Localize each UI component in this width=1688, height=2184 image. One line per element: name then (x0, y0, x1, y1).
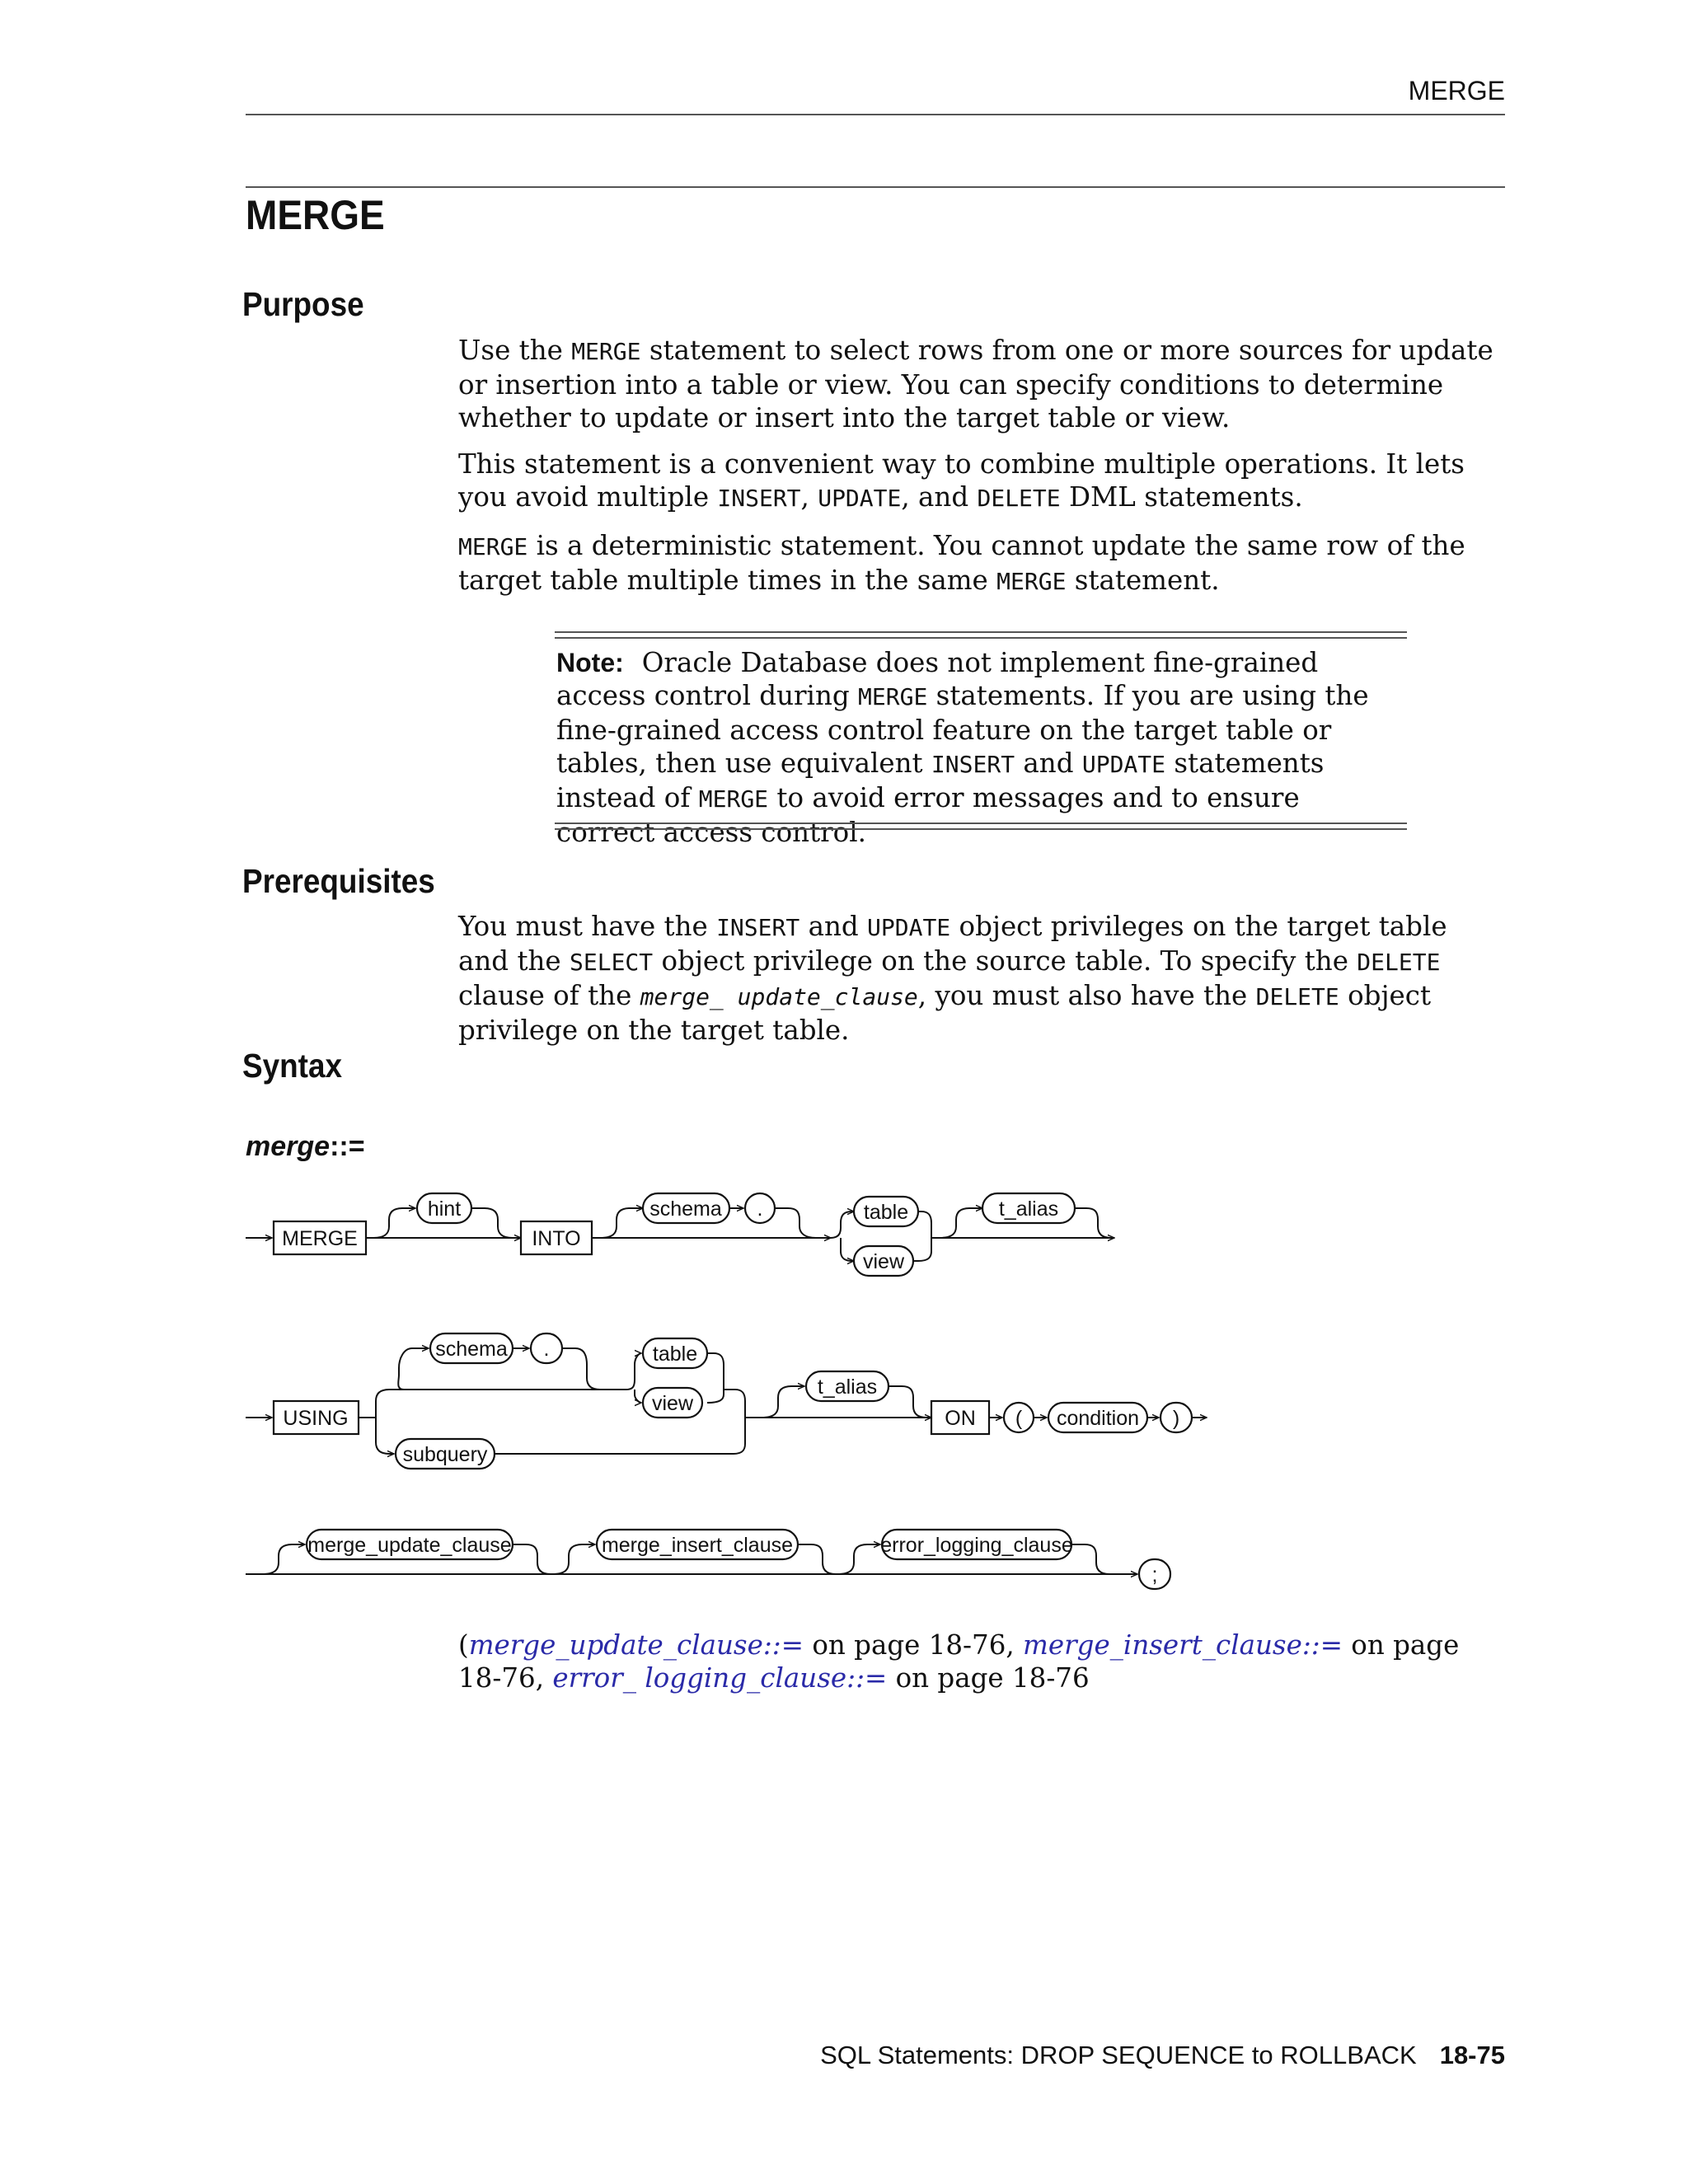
term-view-label: view (862, 1250, 905, 1273)
note-label: Note: (556, 648, 624, 677)
running-footer (246, 2041, 1505, 2070)
term-table-label: table (863, 1201, 909, 1224)
syntax-heading: Syntax (242, 1047, 343, 1085)
keyword-merge: MERGE (282, 1227, 358, 1250)
purpose-paragraph-1: Use the MERGE statement to select rows from one or more sources for update or insertion into a table or view. You can specify conditions to determine whether to update or insert into the target table or view. (458, 335, 1493, 434)
syntax-rule-label: merge::= (246, 1131, 365, 1162)
footer-book-title: SQL Statements: DROP SEQUENCE to ROLLBACK (820, 2041, 1417, 2069)
footer-page-number: 18-75 (1439, 2041, 1505, 2069)
term-error-logging-clause-label: error_logging_clause (880, 1534, 1073, 1557)
term-dot-2-label: . (543, 1338, 550, 1361)
term-hint-label: hint (427, 1197, 462, 1221)
term-schema-2-label: schema (435, 1338, 508, 1361)
term-dot-label: . (757, 1197, 763, 1221)
note-box: Note: Oracle Database does not implement fine-grained access control during MERGE statements. If you are using the fine-grained access control feature on the target table or tables, then use equivalent INSERT and UPDATE statements instead of MERGE to avoid error messages and to ensure correct access control. (556, 647, 1369, 848)
page-title: MERGE (246, 192, 385, 238)
purpose-paragraph-3: MERGE is a deterministic statement. You cannot update the same row of the target table multiple times in the same MERGE statement. (458, 530, 1465, 596)
syntax-cross-references: (merge_update_clause::= on page 18-76, merge_insert_clause::= on page 18-76, error_ logging_clause::= on page 18-76 (458, 1629, 1460, 1694)
link-merge-update-clause[interactable]: merge_update_clause::= (468, 1629, 804, 1661)
keyword-on: ON (945, 1407, 976, 1430)
keyword-using: USING (283, 1407, 349, 1430)
term-condition-label: condition (1056, 1407, 1140, 1430)
purpose-heading: Purpose (242, 285, 364, 323)
term-subquery-label: subquery (402, 1443, 488, 1466)
keyword-into: INTO (532, 1227, 581, 1250)
term-merge-insert-clause-label: merge_insert_clause (601, 1534, 794, 1557)
prerequisites-paragraph: You must have the INSERT and UPDATE object privileges on the target table and the SELECT object privilege on the source table. To specify the DELETE clause of the merge_ update_clause, you must also have the DELETE object privilege on the target table. (458, 911, 1447, 1046)
term-lparen-label: ( (1015, 1407, 1023, 1430)
link-merge-insert-clause[interactable]: merge_insert_clause::= (1023, 1629, 1343, 1661)
term-table-2-label: table (652, 1343, 698, 1366)
term-t-alias-2-label: t_alias (817, 1376, 878, 1399)
purpose-paragraph-2: This statement is a convenient way to combine multiple operations. It lets you avoid multiple INSERT, UPDATE, and DELETE DML statements. (458, 448, 1465, 513)
term-t-alias-label: t_alias (998, 1197, 1059, 1221)
term-view-2-label: view (651, 1392, 694, 1415)
term-rparen-label: ) (1172, 1407, 1180, 1430)
term-schema-label: schema (649, 1197, 722, 1221)
prerequisites-heading: Prerequisites (242, 862, 435, 900)
term-semicolon-label: ; (1151, 1563, 1158, 1586)
link-error-logging-clause[interactable]: error_ logging_clause::= (552, 1662, 888, 1694)
term-merge-update-clause-label: merge_update_clause (307, 1534, 512, 1557)
running-header: MERGE (1408, 76, 1505, 105)
